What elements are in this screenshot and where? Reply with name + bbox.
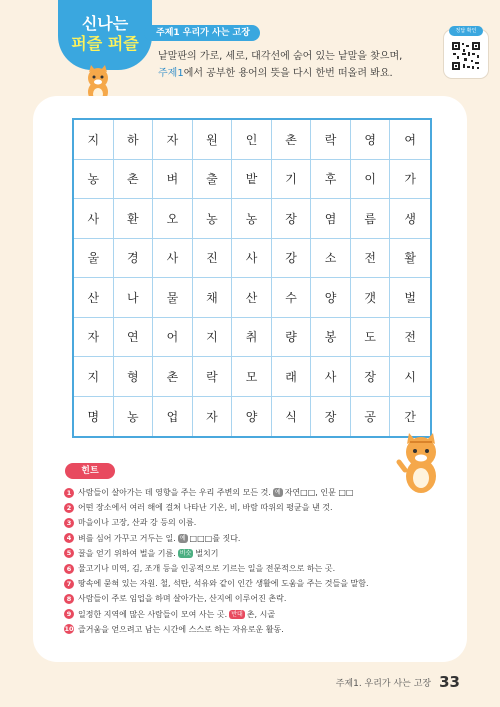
hint-item (64, 485, 444, 500)
puzzle-cell[interactable]: 농 (232, 199, 272, 239)
hint-example: □□□를 짓다. (189, 533, 241, 543)
puzzle-cell[interactable]: 자 (153, 120, 193, 160)
hint-number: 2 (64, 503, 74, 513)
puzzle-cell[interactable]: 촌 (153, 357, 193, 397)
puzzle-cell[interactable]: 사 (311, 357, 351, 397)
puzzle-cell[interactable]: 사 (153, 239, 193, 279)
puzzle-cell[interactable]: 지 (74, 120, 114, 160)
instruction-line2-rest: 에서 공부한 용어의 뜻을 다시 한번 떠올려 봐요. (183, 68, 393, 79)
hint-number: 10 (64, 625, 74, 634)
puzzle-cell[interactable]: 강 (272, 239, 312, 279)
puzzle-cell[interactable]: 전 (351, 239, 391, 279)
puzzle-cell[interactable]: 소 (311, 239, 351, 279)
puzzle-cell[interactable]: 지 (193, 318, 233, 358)
puzzle-cell[interactable]: 울 (74, 239, 114, 279)
hint-text: 마을이나 고장, 산과 강 등의 이름. (78, 518, 197, 528)
title-line2: 퍼즐 퍼즐 (71, 34, 139, 53)
hint-number: 5 (64, 548, 74, 558)
theme-label: 주제1 우리가 사는 고장 (144, 25, 260, 41)
instructions (158, 48, 402, 82)
puzzle-cell[interactable]: 형 (114, 357, 154, 397)
hint-tag: 힌트 (65, 463, 115, 479)
puzzle-cell[interactable]: 산 (74, 278, 114, 318)
puzzle-cell[interactable]: 업 (153, 397, 193, 437)
puzzle-cell[interactable]: 원 (193, 120, 233, 160)
instruction-line1: 낱말판의 가로, 세로, 대각선에 숨어 있는 낱말을 찾으며, (158, 51, 403, 62)
hint-text: 일정한 지역에 많은 사람들이 모여 사는 곳. (78, 609, 228, 619)
puzzle-cell[interactable]: 촌 (114, 160, 154, 200)
puzzle-cell[interactable]: 양 (232, 397, 272, 437)
puzzle-cell[interactable]: 경 (114, 239, 154, 279)
hint-text: 벼를 심어 가꾸고 거두는 일. (78, 533, 176, 543)
puzzle-cell[interactable]: 간 (404, 409, 417, 424)
puzzle-cell[interactable]: 후 (311, 160, 351, 200)
puzzle-cell[interactable]: 산 (232, 278, 272, 318)
hint-text: 물고기나 미역, 김, 조개 등을 인공적으로 기르는 일을 전문적으로 하는 곳. (78, 564, 336, 574)
puzzle-cell[interactable]: 지 (74, 357, 114, 397)
puzzle-cell[interactable]: 장 (272, 199, 312, 239)
puzzle-cell[interactable]: 벼 (153, 160, 193, 200)
puzzle-cell[interactable]: 취 (232, 318, 272, 358)
puzzle-cell[interactable]: 기 (272, 160, 312, 200)
hint-item (64, 622, 444, 637)
puzzle-cell[interactable]: 생 (390, 199, 430, 239)
puzzle-cell[interactable]: 사 (232, 239, 272, 279)
puzzle-cell[interactable]: 인 (232, 120, 272, 160)
hint-item (64, 576, 444, 591)
hint-example: 자연□□, 인문 □□ (284, 488, 354, 498)
hint-item (64, 561, 444, 576)
puzzle-cell[interactable]: 래 (272, 357, 312, 397)
puzzle-cell[interactable]: 밭 (232, 160, 272, 200)
puzzle-cell[interactable]: 가 (390, 160, 430, 200)
hint-item (64, 515, 444, 530)
hint-example: 벌치기 (195, 548, 219, 558)
hint-text: 즐거움을 얻으려고 남는 시간에 스스로 하는 자유로운 활동. (78, 624, 284, 634)
hint-example: 촌, 시골 (246, 609, 276, 619)
puzzle-cell[interactable]: 자 (193, 397, 233, 437)
puzzle-cell[interactable]: 채 (193, 278, 233, 318)
puzzle-cell[interactable]: 촌 (272, 120, 312, 160)
hint-number: 6 (64, 564, 74, 574)
puzzle-cell[interactable]: 장 (351, 357, 391, 397)
hint-text: 꿀을 얻기 위하여 벌을 기름. (78, 548, 176, 558)
puzzle-cell[interactable]: 연 (114, 318, 154, 358)
hint-number: 3 (64, 518, 74, 528)
puzzle-cell[interactable]: 사 (74, 199, 114, 239)
puzzle-cell[interactable]: 오 (153, 199, 193, 239)
puzzle-cell[interactable]: 양 (311, 278, 351, 318)
puzzle-cell[interactable]: 출 (193, 160, 233, 200)
puzzle-cell[interactable]: 전 (390, 318, 430, 358)
puzzle-cell[interactable]: 수 (272, 278, 312, 318)
hint-text: 땅속에 묻혀 있는 자원. 철, 석탄, 석유와 같이 인간 생활에 도움을 주는 것들을 말함. (78, 579, 369, 589)
puzzle-cell[interactable]: 활 (390, 239, 430, 279)
hint-number: 8 (64, 594, 74, 604)
hint-number: 9 (64, 609, 74, 619)
puzzle-cell[interactable]: 염 (311, 199, 351, 239)
hint-item (64, 500, 444, 515)
puzzle-cell[interactable]: 자 (74, 318, 114, 358)
puzzle-cell[interactable]: 진 (193, 239, 233, 279)
puzzle-cell[interactable]: 물 (153, 278, 193, 318)
puzzle-cell[interactable]: 나 (114, 278, 154, 318)
puzzle-cell[interactable]: 름 (351, 199, 391, 239)
qr-label: 정답 확인 (449, 26, 483, 36)
puzzle-cell[interactable]: 명 (74, 397, 114, 437)
hint-text: 사람들이 주로 임업을 하며 살아가는, 산지에 이루어진 촌락. (78, 594, 287, 604)
puzzle-cell[interactable]: 락 (193, 357, 233, 397)
footer-section: 주제1. 우리가 사는 고장 (335, 678, 432, 689)
puzzle-cell[interactable]: 농 (114, 397, 154, 437)
hint-number: 7 (64, 579, 74, 589)
hint-item (64, 591, 444, 606)
puzzle-cell[interactable]: 여 (390, 120, 430, 160)
puzzle-cell[interactable]: 환 (114, 199, 154, 239)
hint-text: 사람들이 살아가는 데 영향을 주는 우리 주변의 모든 것. (78, 488, 271, 498)
hint-text: 어떤 장소에서 여러 해에 걸쳐 나타난 기온, 비, 바람 따위의 평균을 낸 것. (78, 503, 333, 513)
word-search-grid (72, 118, 432, 438)
instruction-theme-ref: 주제1 (158, 68, 184, 79)
instruction-line2 (158, 65, 402, 82)
hint-number: 4 (64, 533, 74, 543)
puzzle-cell[interactable]: 농 (193, 199, 233, 239)
puzzle-cell[interactable]: 락 (311, 120, 351, 160)
puzzle-cell[interactable]: 영 (351, 120, 391, 160)
hint-badge: 반대 (231, 610, 243, 618)
puzzle-cell[interactable]: 봉 (311, 318, 351, 358)
title-badge (58, 0, 152, 70)
puzzle-cell[interactable]: 도 (351, 318, 391, 358)
hint-item (64, 607, 444, 622)
puzzle-cell[interactable]: 모 (232, 357, 272, 397)
answer-qr-box[interactable] (444, 30, 488, 78)
puzzle-cell[interactable]: 식 (272, 397, 312, 437)
hint-number: 1 (64, 488, 74, 498)
puzzle-cell[interactable]: 시 (390, 357, 430, 397)
puzzle-cell[interactable]: 농 (74, 160, 114, 200)
puzzle-cell[interactable]: 어 (153, 318, 193, 358)
hint-item (64, 546, 444, 561)
hint-badge: 비슷 (179, 549, 192, 557)
puzzle-cell[interactable]: 공 (351, 397, 391, 437)
puzzle-cell[interactable]: 량 (272, 318, 312, 358)
page-footer (336, 673, 460, 691)
puzzle-cell[interactable]: 갯 (351, 278, 391, 318)
puzzle-cell[interactable]: 벌 (390, 278, 430, 318)
title-line1: 신나는 (81, 14, 129, 33)
hint-item (64, 531, 444, 546)
hint-badge: 예 (179, 534, 186, 542)
puzzle-cell[interactable]: 이 (351, 160, 391, 200)
hint-list (64, 485, 444, 637)
page-number: 33 (439, 673, 460, 691)
qr-code-icon (451, 41, 481, 71)
puzzle-cell[interactable]: 장 (311, 397, 351, 437)
hint-badge: 예 (274, 489, 281, 497)
puzzle-cell[interactable]: 하 (114, 120, 154, 160)
